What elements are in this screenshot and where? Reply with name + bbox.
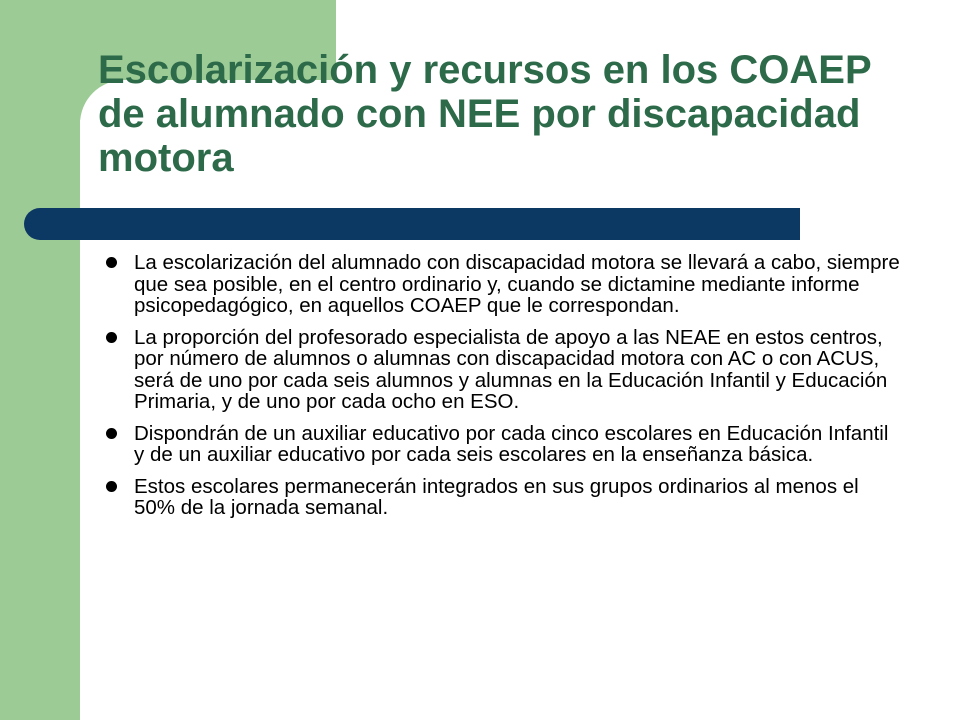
bullet-list xyxy=(100,252,900,529)
bullet-item xyxy=(100,252,900,317)
bullet-text: La escolarización del alumnado con discapacidad motora se llevará a cabo, siempre que sea posible, en el centro ordinario y, cuando se dictamine mediante informe psicopedagógico, en aquellos COAEP que le correspondan. xyxy=(134,251,900,317)
title-underline-bar xyxy=(24,208,800,240)
bullet-text: Estos escolares permanecerán integrados en sus grupos ordinarios al menos el 50% de la jornada semanal. xyxy=(134,474,859,519)
bullet-dot-icon xyxy=(106,428,117,439)
bullet-item xyxy=(100,476,900,519)
bullet-item xyxy=(100,423,900,466)
bullet-text: La proporción del profesorado especialista de apoyo a las NEAE en estos centros, por número de alumnos o alumnas con discapacidad motora con AC o con ACUS, será de uno por cada seis alumnos y alumnas en la Educación Infantil y Educación Primaria, y de uno por cada ocho en ESO. xyxy=(134,325,888,413)
green-accent-left-band xyxy=(0,0,80,720)
slide-title: Escolarización y recursos en los COAEP de alumnado con NEE por discapacidad motora xyxy=(98,48,871,180)
bullet-dot-icon xyxy=(106,481,117,492)
bullet-text: Dispondrán de un auxiliar educativo por cada cinco escolares en Educación Infantil y de un auxiliar educativo por cada seis escolares en la enseñanza básica. xyxy=(134,421,889,466)
bullet-dot-icon xyxy=(106,257,117,268)
bullet-item xyxy=(100,327,900,413)
bullet-dot-icon xyxy=(106,332,117,343)
